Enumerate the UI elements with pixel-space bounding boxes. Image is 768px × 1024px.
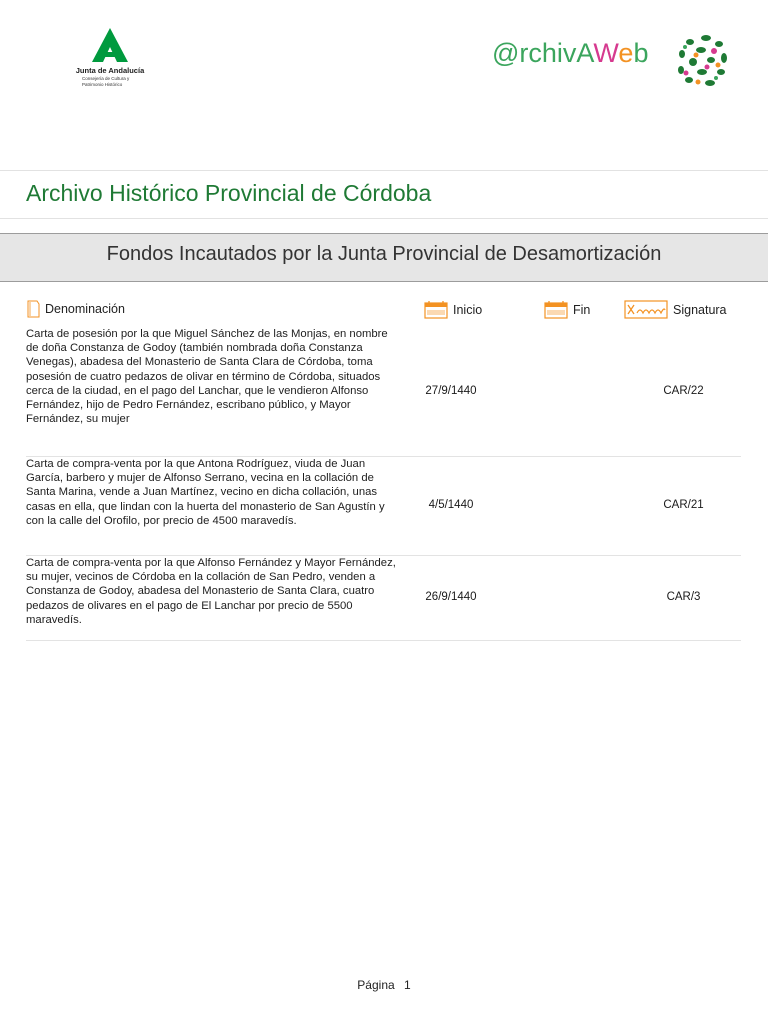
archivaweb-logo-part: W xyxy=(593,38,619,68)
divider xyxy=(0,218,768,219)
calendar-icon xyxy=(544,300,568,319)
table-row xyxy=(26,556,741,641)
calendar-icon xyxy=(424,300,448,319)
archivaweb-logo xyxy=(492,38,648,69)
column-label: Denominación xyxy=(45,302,125,316)
record-signatura: CAR/3 xyxy=(666,591,701,603)
record-denominacion: Carta de compra-venta por la que Antona Rodríguez, viuda de Juan García, barbero y mujer de Alfonso Serrano, vecina en la collación de Santa Marina, vende a Juan Martínez, vecino en dicha collación, unas casas en ella, que lindan con la huerta del monasterio de San Agustín y con la calle del Orofilo, por precio de 4500 maravedís. xyxy=(26,458,385,527)
record-signatura: CAR/21 xyxy=(663,499,704,511)
junta-a-mark-icon xyxy=(90,28,130,64)
record-inicio: 4/5/1440 xyxy=(428,499,474,511)
record-inicio: 27/9/1440 xyxy=(425,385,477,397)
column-header-denominacion xyxy=(26,300,125,318)
archivaweb-logo-part: e xyxy=(618,38,634,68)
junta-name: Junta de Andalucía xyxy=(75,66,145,75)
junta-subtitle: Consejería de Cultura y Patrimonio Histórico xyxy=(82,76,130,87)
archivaweb-logo-part: @rchivA xyxy=(492,38,594,68)
page-label: Página xyxy=(357,978,395,992)
record-denominacion: Carta de posesión por la que Miguel Sánchez de las Monjas, en nombre de doña Constanza de Godoy (también nombrada doña Constanza Venegas), abadesa del Monasterio de Santa Clara de Córdoba, toma posesión de cuatro pedazos de olivar en término de Córdoba, situados cerca de la ciudad, en el pago del Lanchar, que le vendieron Alfonso Fernández, hijo de Pedro Fernández, escribano público, y Mayor Fernández, su mujer xyxy=(26,328,388,426)
archive-title: Archivo Histórico Provincial de Córdoba xyxy=(26,180,432,206)
archivaweb-dots-icon xyxy=(674,32,732,90)
records-table xyxy=(26,327,741,641)
record-denominacion: Carta de compra-venta por la que Alfonso Fernández y Mayor Fernández, su mujer, vecinos de Córdoba en la collación de San Pedro, venden a Constanza de Godoy, abadesa del Monasterio de Santa Clara, cuatro pedazos de olivares en el pago de El Lanchar por precio de 5500 maravedís. xyxy=(26,557,396,626)
fondo-title: Fondos Incautados por la Junta Provincial de Desamortización xyxy=(106,243,662,265)
column-header-fin xyxy=(544,300,590,319)
page-number: 1 xyxy=(404,978,411,992)
document-icon xyxy=(26,300,40,318)
page-footer xyxy=(0,978,768,992)
column-header-inicio xyxy=(424,300,482,319)
column-label: Inicio xyxy=(453,302,483,317)
column-label: Fin xyxy=(573,302,591,317)
record-signatura: CAR/22 xyxy=(663,385,704,397)
junta-andalucia-logo xyxy=(64,28,156,92)
divider xyxy=(0,170,768,171)
column-header-signatura xyxy=(624,300,727,319)
table-row xyxy=(26,457,741,556)
table-row xyxy=(26,327,741,457)
column-label: Signatura xyxy=(673,302,727,317)
record-inicio: 26/9/1440 xyxy=(425,591,477,603)
archivaweb-logo-part: b xyxy=(633,38,649,68)
signature-stamp-icon xyxy=(624,300,668,319)
